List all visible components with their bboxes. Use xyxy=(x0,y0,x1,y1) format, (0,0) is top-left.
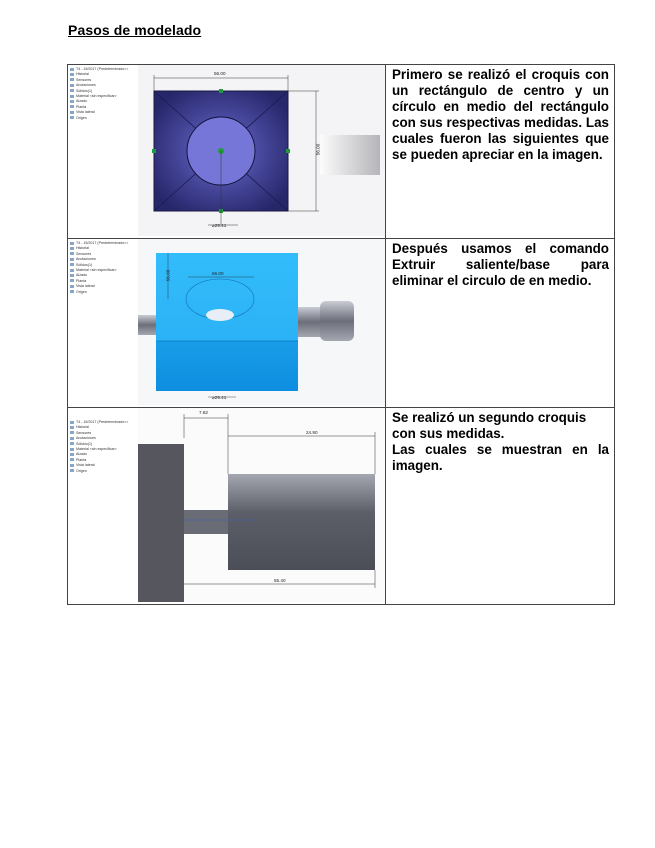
tree-item[interactable]: Planta xyxy=(70,458,136,463)
sketch-1-canvas xyxy=(68,65,385,236)
dimension-a[interactable]: 7.82 xyxy=(199,410,208,415)
tree-item[interactable]: Material <sin especificar> xyxy=(70,447,136,452)
step-3-line-3: Las cuales se muestran en la imagen. xyxy=(392,442,609,473)
dimension-circle[interactable]: 56.00 xyxy=(212,271,224,276)
shaft-profile[interactable] xyxy=(228,474,375,570)
dimension-height[interactable]: 56.00 xyxy=(315,143,321,156)
tree-item[interactable]: Vista lateral xyxy=(70,284,136,289)
step-1-description: Primero se realizó el croquis con un rectángulo de centro y un círculo en medio del rectángulo con sus respectivas medidas. Las cuales fueron las siguientes que se pueden apreciar en la imagen. xyxy=(392,67,609,162)
tree-item[interactable]: Alzado xyxy=(70,99,136,104)
tree-item[interactable]: Origen xyxy=(70,116,136,121)
tree-item[interactable]: Sensores xyxy=(70,252,136,257)
tree-item[interactable]: Vista lateral xyxy=(70,463,136,468)
extrude-canvas xyxy=(68,239,385,405)
step-3-text xyxy=(386,408,615,605)
step-1-image-cell xyxy=(68,65,386,239)
tree-item[interactable]: Historial xyxy=(70,72,136,77)
tree-item[interactable]: Historial xyxy=(70,425,136,430)
step-1-text xyxy=(386,65,615,239)
step-2-text xyxy=(386,239,615,408)
tree-item[interactable]: Alzado xyxy=(70,273,136,278)
tree-item[interactable]: Alzado xyxy=(70,452,136,457)
step-3-line-2: con sus medidas. xyxy=(392,426,505,441)
tree-root[interactable]: T4 - 15/2017 (Predeterminado<< xyxy=(70,67,136,72)
step-1-screenshot xyxy=(68,65,385,238)
tree-root[interactable]: T4 - 15/2017 (Predeterminado<< xyxy=(70,420,136,425)
sketch-2-canvas xyxy=(68,408,385,602)
tree-item[interactable]: Sensores xyxy=(70,78,136,83)
tree-item[interactable]: Anotaciones xyxy=(70,257,136,262)
tree-item[interactable]: Planta xyxy=(70,105,136,110)
base-flange xyxy=(138,444,184,602)
tree-item[interactable]: Historial xyxy=(70,246,136,251)
dimension-diameter[interactable]: ⌀29.41 xyxy=(212,395,227,400)
tree-item[interactable]: Planta xyxy=(70,279,136,284)
step-2-description: Después usamos el comando Extruir saliente/base para eliminar el circulo de en medio. xyxy=(392,241,609,288)
dimension-diameter[interactable]: ⌀29.41 xyxy=(212,223,227,228)
dimension-b[interactable]: 24.90 xyxy=(306,430,318,435)
tree-item[interactable]: Sólidos(1) xyxy=(70,263,136,268)
tree-item[interactable]: Material <sin especificar> xyxy=(70,94,136,99)
dimension-c[interactable]: 55.40 xyxy=(274,578,286,583)
tree-item[interactable]: Anotaciones xyxy=(70,83,136,88)
tree-item[interactable]: Origen xyxy=(70,469,136,474)
tree-item[interactable]: Sensores xyxy=(70,431,136,436)
tree-item[interactable]: Sólidos(1) xyxy=(70,89,136,94)
step-row-1 xyxy=(68,65,615,239)
step-3-screenshot xyxy=(68,408,385,604)
tree-item[interactable]: Vista lateral xyxy=(70,110,136,115)
dimension-width[interactable]: 56.00 xyxy=(214,71,226,76)
step-3-line-1: Se realizó un segundo croquis xyxy=(392,410,587,425)
step-row-2 xyxy=(68,239,615,408)
hole[interactable] xyxy=(206,309,234,321)
page-title: Pasos de modelado xyxy=(68,22,202,38)
step-2-image-cell xyxy=(68,239,386,408)
steps-table xyxy=(67,64,615,605)
step-3-image-cell xyxy=(68,408,386,605)
tree-item[interactable]: Material <sin especificar> xyxy=(70,268,136,273)
tree-item[interactable]: Origen xyxy=(70,290,136,295)
step-row-3 xyxy=(68,408,615,605)
step-2-screenshot xyxy=(68,239,385,407)
tree-item[interactable]: Anotaciones xyxy=(70,436,136,441)
tree-root[interactable]: T4 - 15/2017 (Predeterminado<< xyxy=(70,241,136,246)
neck xyxy=(184,510,228,534)
shaft-shadow xyxy=(320,135,380,175)
tree-item[interactable]: Sólidos(1) xyxy=(70,442,136,447)
dimension-side[interactable]: 56.00 xyxy=(165,269,171,282)
